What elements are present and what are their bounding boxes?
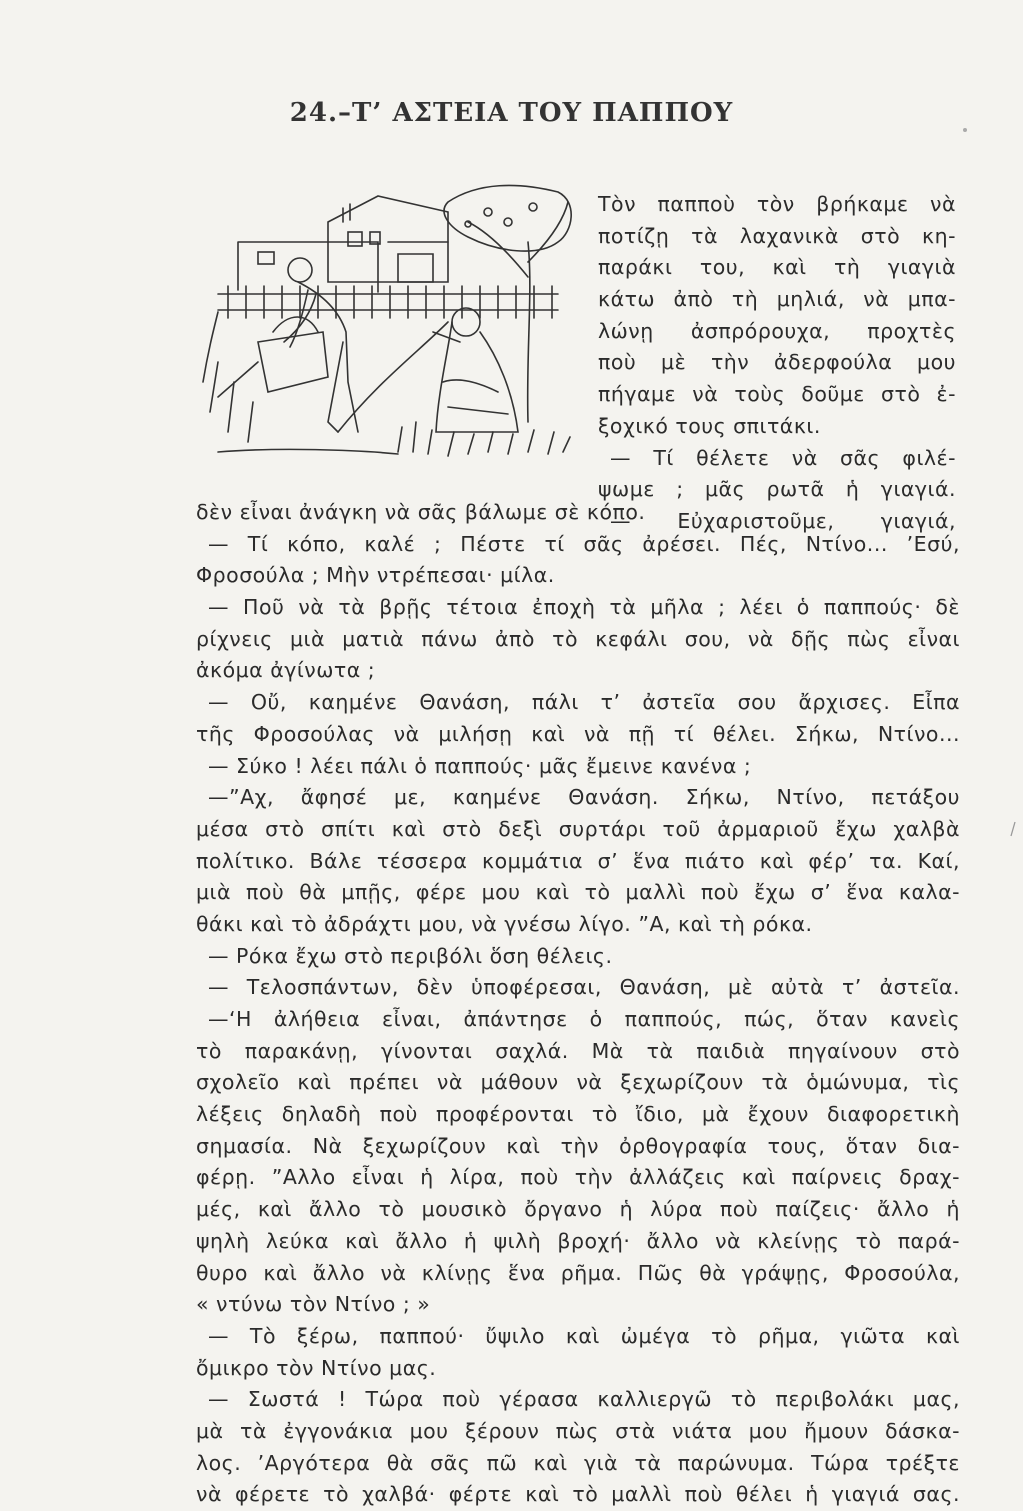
text-line: θυρο καὶ ἄλλο νὰ κλίνῃς ἕνα ρῆμα. Πῶς θὰ γράψῃς, Φροσούλα,	[196, 1260, 960, 1285]
text-line: δὲν εἶναι ἀνάγκη νὰ σᾶς βάλωμε σὲ κόπο.	[196, 500, 646, 524]
text-line: Τὸν παπποὺ τὸν βρήκαμε νὰ	[598, 192, 956, 216]
text-line: κάτω ἀπὸ τὴ μηλιά, νὰ μπα-	[598, 287, 956, 312]
text-line: ρίχνεις μιὰ ματιὰ πάνω ἀπὸ τὸ κεφάλι σου, νὰ δῇς πὼς εἶναι	[196, 626, 960, 651]
text-line: λέξεις δηλαδὴ ποὺ προφέρονται τὸ ἴδιο, μὰ ἔχουν διαφορετικὴ	[196, 1102, 960, 1127]
text-line: — Οὔ, καημένε Θανάση, πάλι τ’ ἀστεῖα σου ἄρχισες. Εἶπα	[208, 690, 960, 715]
text-line: μιὰ ποὺ θὰ μπῇς, φέρε μου καὶ τὸ μαλλὶ ποὺ ἔχω σ’ ἕνα καλα-	[196, 880, 960, 905]
text-line: — Σύκο ! λέει πάλι ὁ παππούς· μᾶς ἔμεινε κανένα ;	[208, 753, 752, 778]
text-line: μὰ τὰ ἐγγονάκια μου ξέρουν πὼς στὰ νιάτα μου ἤμουν δάσκα-	[196, 1418, 960, 1443]
text-line: παράκι του, καὶ τὴ γιαγιὰ	[598, 255, 956, 280]
text-line: πολίτικο. Βάλε τέσσερα κομμάτια σ’ ἕνα πιάτο καὶ φέρ’ τα. Καί,	[196, 848, 960, 873]
text-line: λος. ’Αργότερα θὰ σᾶς πῶ καὶ γιὰ τὰ παρώνυμα. Τώρα τρέξτε	[196, 1450, 960, 1475]
text-line: — Τὸ ξέρω, παππού· ὔψιλο καὶ ὠμέγα τὸ ρῆμα, γιῶτα καὶ	[208, 1323, 960, 1348]
text-line: ψωμε ; μᾶς ρωτᾶ ἡ γιαγιά.	[598, 477, 956, 502]
text-line: ξοχικό τους σπιτάκι.	[598, 413, 821, 438]
text-line: —‘Η ἀλήθεια εἶναι, ἀπάντησε ὁ παππούς, πώς, ὅταν κανεὶς	[208, 1007, 960, 1031]
text-line: ἀκόμα ἀγίνωτα ;	[196, 658, 376, 683]
text-line: — Ρόκα ἔχω στὸ περιβόλι ὅση θέλεις.	[208, 943, 613, 968]
text-line: ὄμικρο τὸν Ντίνο μας.	[196, 1355, 437, 1380]
text-line: θάκι καὶ τὸ ἀδράχτι μου, νὰ γνέσω λίγο. ”Α, καὶ τὴ ρόκα.	[196, 911, 813, 936]
wrapped-text-block	[598, 189, 956, 538]
text-line: — Τί θέλετε νὰ σᾶς φιλέ-	[610, 445, 956, 470]
text-line: — Τί κόπο, καλέ ; Πέστε τί σᾶς ἀρέσει. Πές, Ντίνο... ’Εσύ,	[208, 531, 960, 556]
text-line: — Εὐχαριστοῦμε, γιαγιά,	[610, 508, 956, 533]
text-line: φέρῃ. ”Αλλο εἶναι ἡ λίρα, ποὺ τὴν ἀλλάζεις καὶ παίρνεις δραχ-	[196, 1165, 960, 1190]
main-text-block	[196, 497, 960, 1511]
chapter-title: 24.–Τ’ ΑΣΤΕΙΑ ΤΟΥ ΠΑΠΠΟΥ	[289, 98, 734, 128]
text-line: ποὺ μὲ τὴν ἀδερφούλα μου	[598, 350, 956, 375]
scan-mark	[960, 125, 970, 135]
text-line: μές, καὶ ἄλλο τὸ μουσικὸ ὄργανο ἡ λύρα ποὺ παίζεις· ἄλλο ἡ	[196, 1197, 960, 1222]
text-line: τῆς Φροσούλας νὰ μιλήσῃ καὶ νὰ πῇ τί θέλει. Σήκω, Ντίνο...	[196, 721, 960, 746]
text-line: « ντύνω τὸν Ντίνο ; »	[196, 1292, 431, 1317]
text-line: ψηλὴ λεύκα καὶ ἄλλο ἡ ψιλὴ βροχή· ἄλλο νὰ κλείνῃς τὸ παρά-	[196, 1228, 960, 1253]
text-line: λώνῃ ἀσπρόρουχα, προχτὲς	[598, 318, 956, 343]
text-line: — Τελοσπάντων, δὲν ὑποφέρεσαι, Θανάση, μὲ αὐτὰ τ’ ἀστεῖα.	[208, 975, 960, 1000]
text-line: —”Αχ, ἄφησέ με, καημένε Θανάση. Σήκω, Ντίνο, πετάξου	[208, 785, 960, 810]
text-line: — Σωστά ! Τώρα ποὺ γέρασα καλλιεργῶ τὸ περιβολάκι μας,	[208, 1387, 960, 1412]
text-line: — Ποῦ νὰ τὰ βρῇς τέτοια ἐποχὴ τὰ μῆλα ; λέει ὁ παππούς· δὲ	[208, 595, 960, 620]
text-line: ποτίζῃ τὰ λαχανικὰ στὸ κη-	[598, 223, 956, 248]
scan-mark	[1008, 820, 1018, 840]
text-line: πήγαμε νὰ τοὺς δοῦμε στὸ ἐ-	[598, 382, 956, 407]
text-line: τὸ παρακάνῃ, γίνονται σαχλά. Μὰ τὰ παιδιὰ πηγαίνουν στὸ	[196, 1038, 960, 1063]
text-line: σημασία. Νὰ ξεχωρίζουν καὶ τὴν ὀρθογραφία τους, ὅταν δια-	[196, 1133, 960, 1158]
text-line: σχολεῖο καὶ πρέπει νὰ μάθουν νὰ ξεχωρίζουν τὰ ὁμώνυμα, τὶς	[196, 1070, 960, 1095]
text-line: νὰ φέρετε τὸ χαλβά· φέρτε καὶ τὸ μαλλὶ ποὺ θέλει ἡ γιαγιά σας.	[196, 1482, 960, 1507]
text-line: μέσα στὸ σπίτι καὶ στὸ δεξὶ συρτάρι τοῦ ἀρμαριοῦ ἔχω χαλβὰ	[196, 816, 960, 841]
text-line: Φροσούλα ; Μὴν ντρέπεσαι· μίλα.	[196, 563, 555, 588]
garden-illustration	[198, 182, 580, 472]
